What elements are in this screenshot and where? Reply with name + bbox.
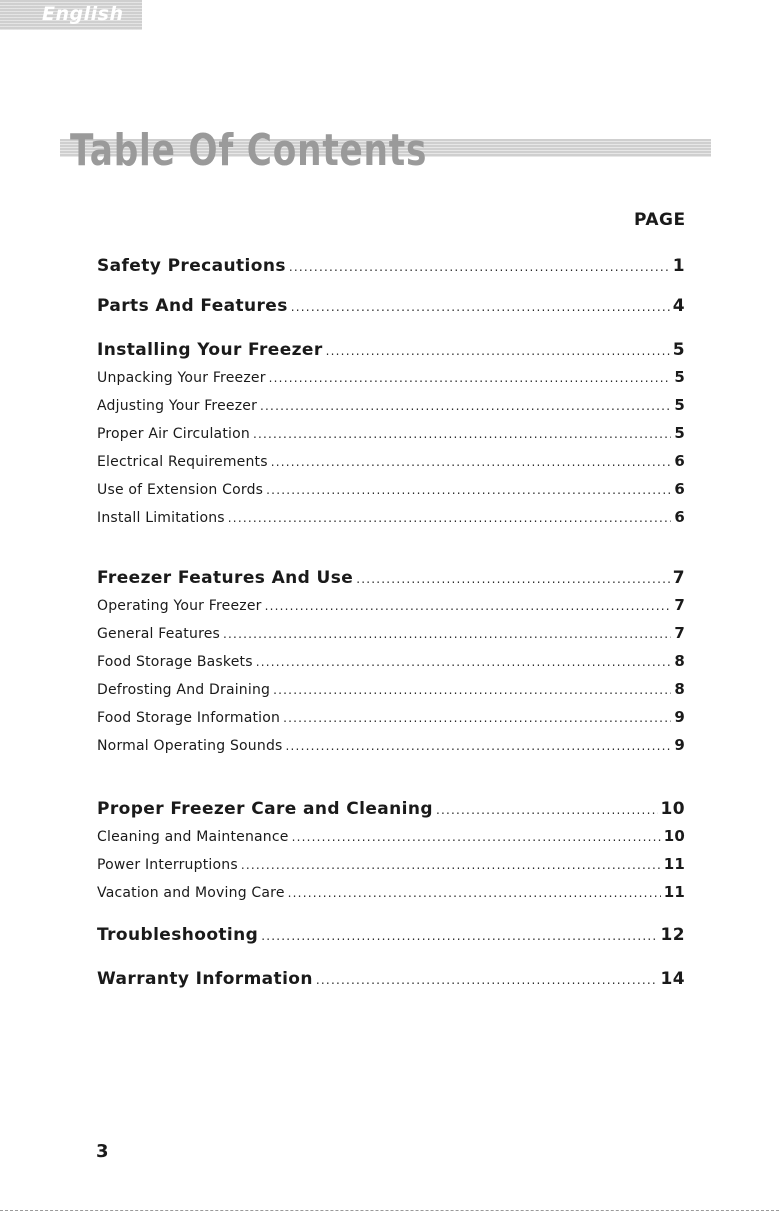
leader-dots xyxy=(228,511,672,525)
toc-entry xyxy=(97,652,685,670)
toc-entry xyxy=(97,508,685,526)
leader-dots xyxy=(253,427,671,441)
toc-entry xyxy=(97,340,685,360)
toc-entry-page: 9 xyxy=(674,736,685,754)
toc-entry xyxy=(97,736,685,754)
toc-entry xyxy=(97,799,685,819)
toc-entry-page: 8 xyxy=(674,680,685,698)
toc-entry-label: General Features xyxy=(97,626,221,642)
toc-entry-page: 1 xyxy=(672,256,685,276)
toc-entry xyxy=(97,256,685,276)
toc-entry-page: 11 xyxy=(663,855,685,873)
toc-entry xyxy=(97,883,685,901)
toc-entry-page: 5 xyxy=(672,340,685,360)
toc-entry-page: 7 xyxy=(674,596,685,614)
title-banner xyxy=(60,125,711,176)
leader-dots xyxy=(269,371,672,385)
toc-entry-label: Proper Freezer Care and Cleaning xyxy=(97,799,433,819)
toc-entry xyxy=(97,396,685,414)
leader-dots xyxy=(256,655,672,669)
toc-entry xyxy=(97,708,685,726)
page-title: Table Of Contents xyxy=(70,125,428,176)
leader-dots xyxy=(326,344,670,358)
toc-entry-page: 6 xyxy=(674,452,685,470)
page-column-header: PAGE xyxy=(634,210,686,230)
toc-entry-label: Warranty Information xyxy=(97,969,313,989)
leader-dots xyxy=(292,830,661,844)
toc-entry-label: Electrical Requirements xyxy=(97,454,268,470)
leader-dots xyxy=(271,455,672,469)
toc-entry-page: 10 xyxy=(663,827,685,845)
toc-entry-label: Defrosting And Draining xyxy=(97,682,271,698)
toc-entry-page: 7 xyxy=(674,624,685,642)
toc-entry xyxy=(97,969,685,989)
toc-entry-label: Power Interruptions xyxy=(97,857,238,873)
toc-entry-label: Parts And Features xyxy=(97,296,288,316)
leader-dots xyxy=(260,399,671,413)
leader-dots xyxy=(289,260,670,274)
toc-entry xyxy=(97,680,685,698)
leader-dots xyxy=(266,483,671,497)
toc-entry xyxy=(97,925,685,945)
toc-entry-label: Cleaning and Maintenance xyxy=(97,829,289,845)
toc-entry-label: Vacation and Moving Care xyxy=(97,885,285,901)
leader-dots xyxy=(286,739,672,753)
toc-entry-label: Unpacking Your Freezer xyxy=(97,370,266,386)
toc-entry-label: Proper Air Circulation xyxy=(97,426,250,442)
page-number: 3 xyxy=(96,1141,109,1162)
toc-entry-page: 6 xyxy=(674,480,685,498)
leader-dots xyxy=(223,627,671,641)
toc-entry-page: 9 xyxy=(674,708,685,726)
toc-entry-page: 12 xyxy=(660,925,685,945)
toc-entry-page: 11 xyxy=(663,883,685,901)
toc-entry-page: 5 xyxy=(674,368,685,386)
toc-entry-page: 5 xyxy=(674,396,685,414)
toc-entry xyxy=(97,452,685,470)
toc-entry-label: Adjusting Your Freezer xyxy=(97,398,258,414)
toc-entry-label: Use of Extension Cords xyxy=(97,482,264,498)
toc-entry-page: 5 xyxy=(674,424,685,442)
leader-dots xyxy=(356,572,670,586)
toc-entry-label: Food Storage Baskets xyxy=(97,654,253,670)
toc-entry xyxy=(97,596,685,614)
language-label: English xyxy=(42,3,124,25)
toc-entry-label: Operating Your Freezer xyxy=(97,598,262,614)
toc-entry xyxy=(97,855,685,873)
toc-entry-label: Freezer Features And Use xyxy=(97,568,354,588)
toc-entry xyxy=(97,827,685,845)
toc-entry xyxy=(97,624,685,642)
leader-dots xyxy=(265,599,672,613)
leader-dots xyxy=(316,973,658,987)
toc-entry xyxy=(97,296,685,316)
toc-entry xyxy=(97,368,685,386)
toc-entry-label: Installing Your Freezer xyxy=(97,340,323,360)
toc-entry-label: Install Limitations xyxy=(97,510,225,526)
toc-entry-label: Normal Operating Sounds xyxy=(97,738,283,754)
bottom-rule xyxy=(0,1210,779,1211)
toc-entry xyxy=(97,480,685,498)
language-tab xyxy=(0,0,142,30)
toc-entry-label: Safety Precautions xyxy=(97,256,286,276)
toc-entry xyxy=(97,424,685,442)
toc-entry-page: 7 xyxy=(672,568,685,588)
leader-dots xyxy=(288,886,661,900)
toc-entry-page: 8 xyxy=(674,652,685,670)
toc-entry-label: Troubleshooting xyxy=(97,925,259,945)
toc-entry xyxy=(97,568,685,588)
toc-entry-page: 6 xyxy=(674,508,685,526)
leader-dots xyxy=(241,858,661,872)
leader-dots xyxy=(291,300,670,314)
leader-dots xyxy=(283,711,671,725)
toc-entry-page: 4 xyxy=(672,296,685,316)
toc-entry-page: 10 xyxy=(660,799,685,819)
leader-dots xyxy=(436,803,658,817)
toc-entry-label: Food Storage Information xyxy=(97,710,281,726)
toc-entry-page: 14 xyxy=(660,969,685,989)
leader-dots xyxy=(273,683,671,697)
leader-dots xyxy=(261,929,657,943)
